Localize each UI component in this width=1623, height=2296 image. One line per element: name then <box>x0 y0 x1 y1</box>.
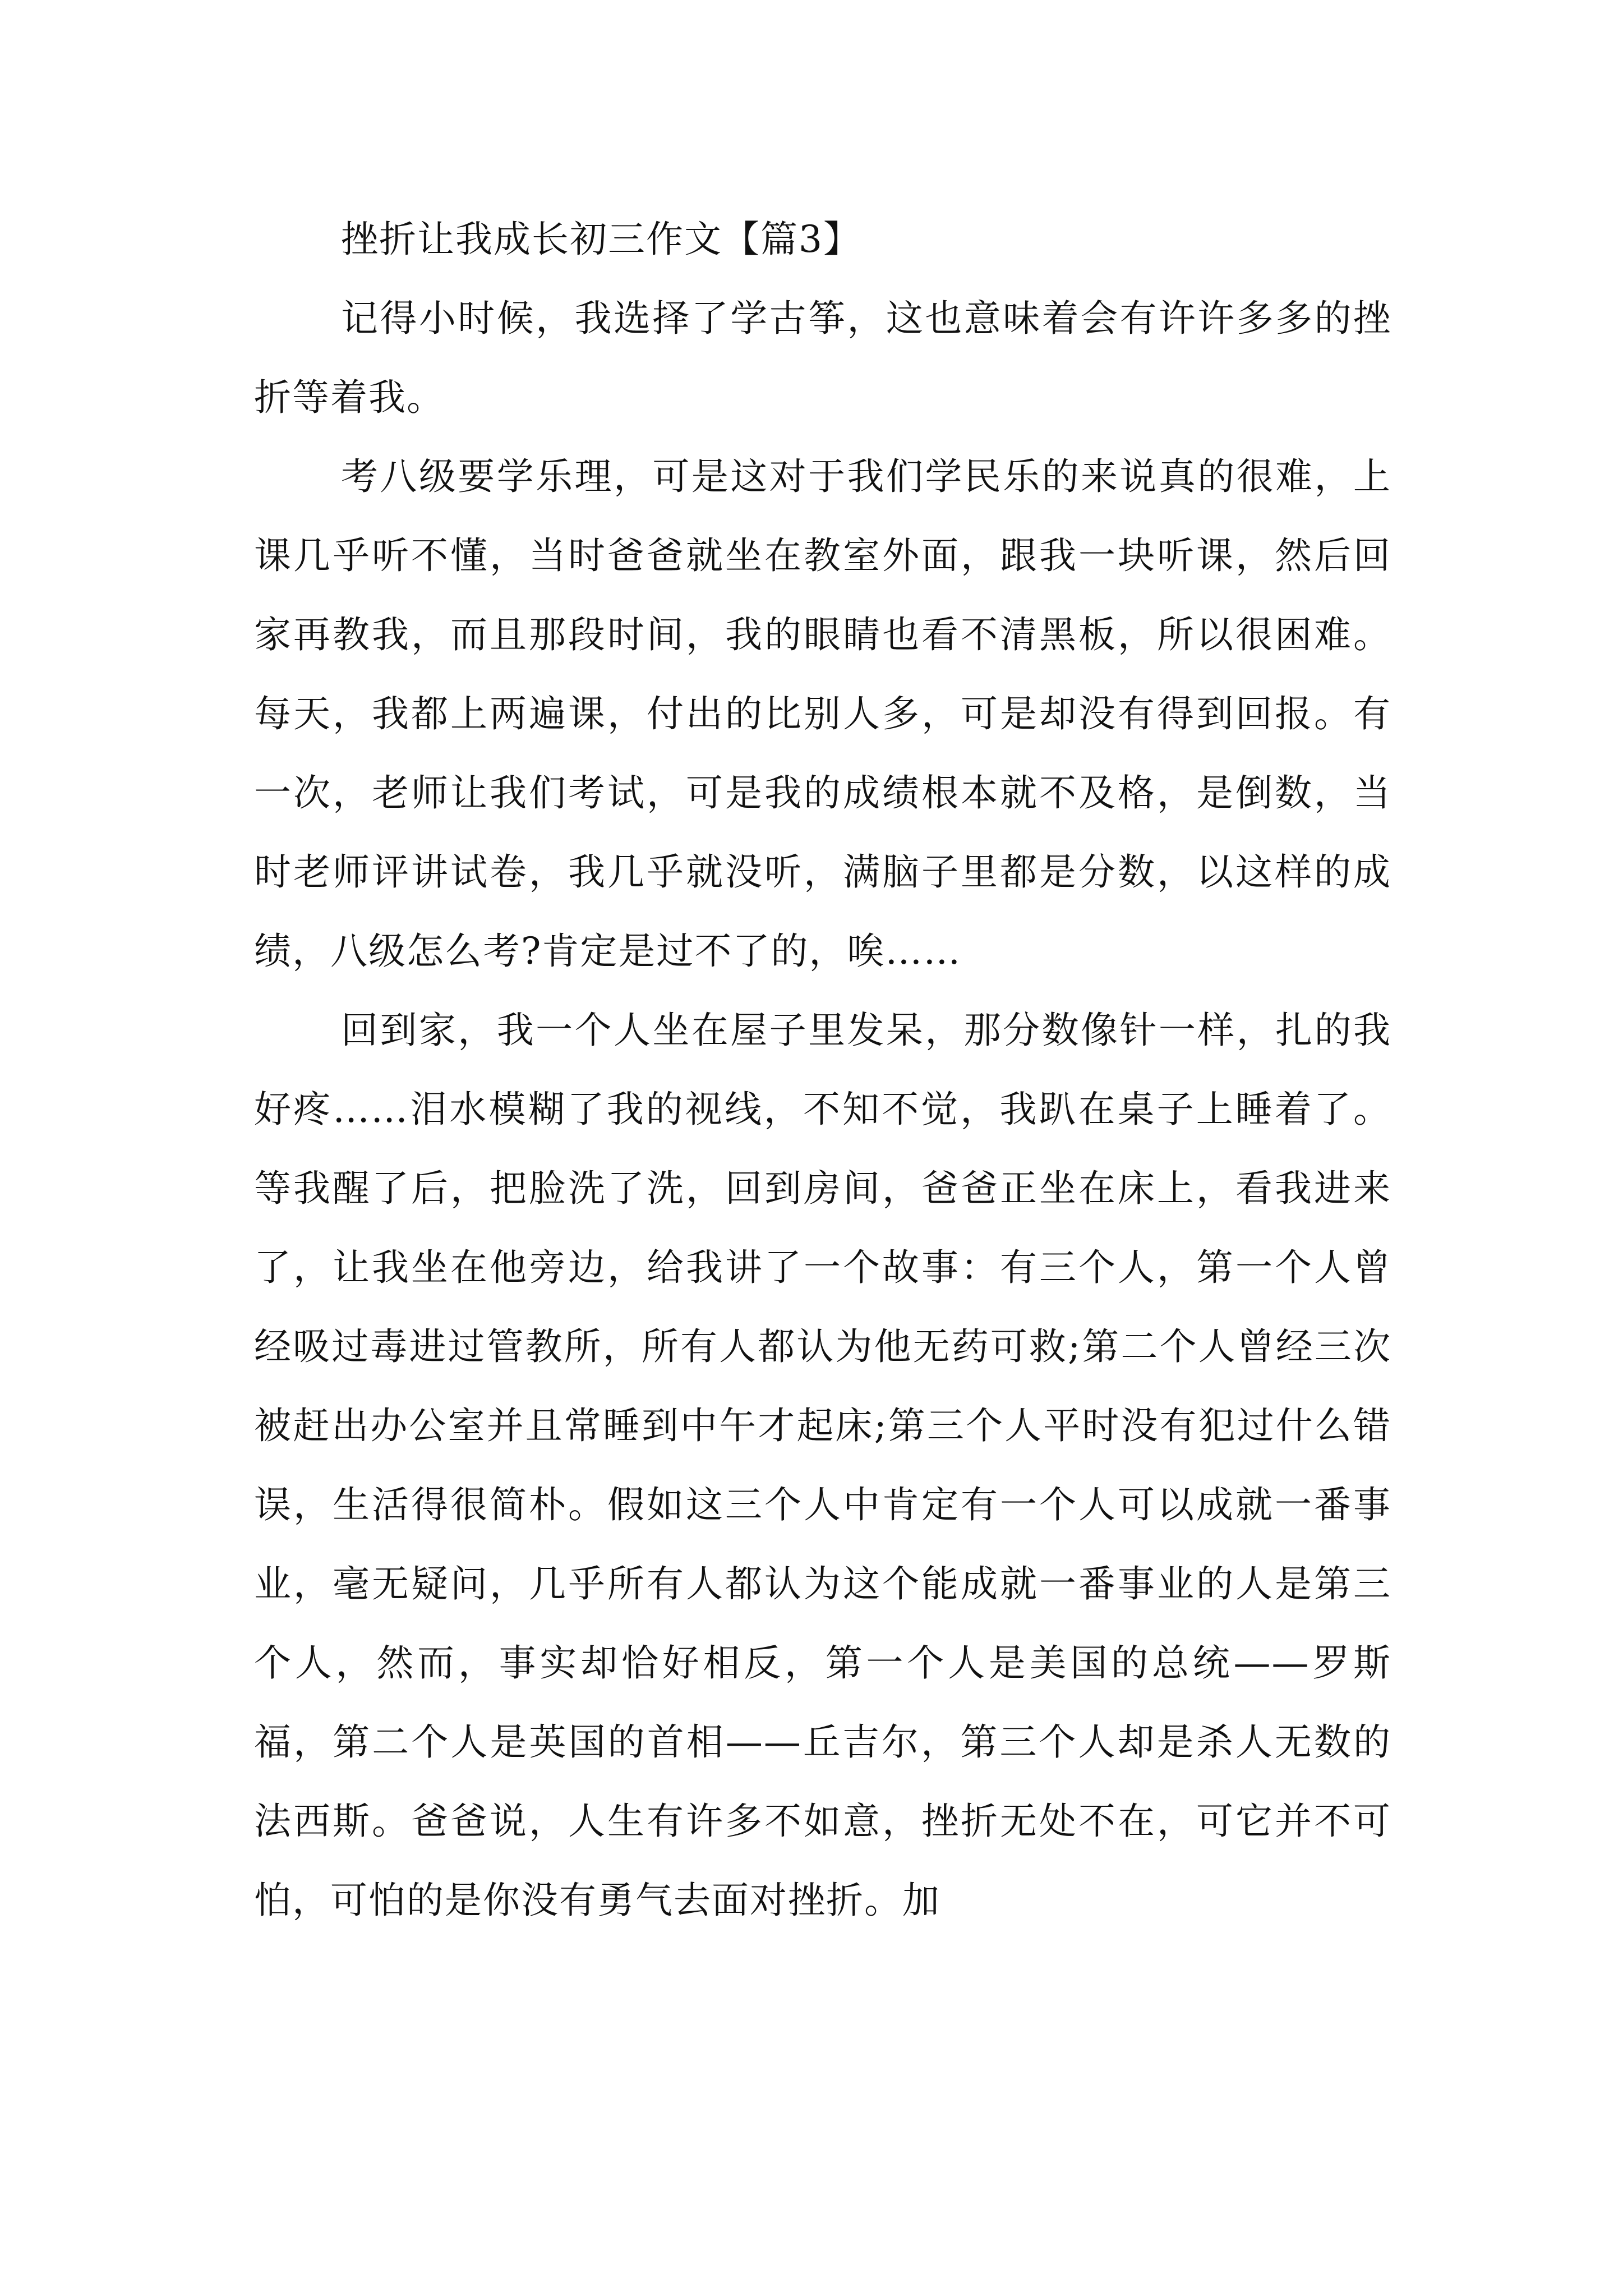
paragraph-1: 记得小时候，我选择了学古筝，这也意味着会有许许多多的挫折等着我。 <box>254 297 1391 419</box>
document-body <box>254 200 1391 1940</box>
paragraph-3: 回到家，我一个人坐在屋子里发呆，那分数像针一样，扎的我好疼……泪水模糊了我的视线，不知不觉，我趴在桌子上睡着了。等我醒了后，把脸洗了洗，回到房间，爸爸正坐在床上，看我进来了，让我坐在他旁边，给我讲了一个故事：有三个人，第一个人曾经吸过毒进过管教所，所有人都认为他无药可救;第二个人曾经三次被赶出办公室并且常睡到中午才起床;第三个人平时没有犯过什么错误，生活得很简朴。假如这三个人中肯定有一个人可以成就一番事业，毫无疑问，几乎所有人都认为这个能成就一番事业的人是第三个人，然而，事实却恰好相反，第一个人是美国的总统——罗斯福，第二个人是英国的首相——丘吉尔，第三个人却是杀人无数的法西斯。爸爸说，人生有许多不如意，挫折无处不在，可它并不可怕，可怕的是你没有勇气去面对挫折。加 <box>254 1009 1391 1922</box>
paragraph-2: 考八级要学乐理，可是这对于我们学民乐的来说真的很难，上课几乎听不懂，当时爸爸就坐在教室外面，跟我一块听课，然后回家再教我，而且那段时间，我的眼睛也看不清黑板，所以很困难。每天，我都上两遍课，付出的比别人多，可是却没有得到回报。有一次，老师让我们考试，可是我的成绩根本就不及格，是倒数，当时老师评讲试卷，我几乎就没听，满脑子里都是分数，以这样的成绩，八级怎么考?肯定是过不了的，唉…… <box>254 455 1391 973</box>
essay-title: 挫折让我成长初三作文【篇3】 <box>341 218 861 261</box>
